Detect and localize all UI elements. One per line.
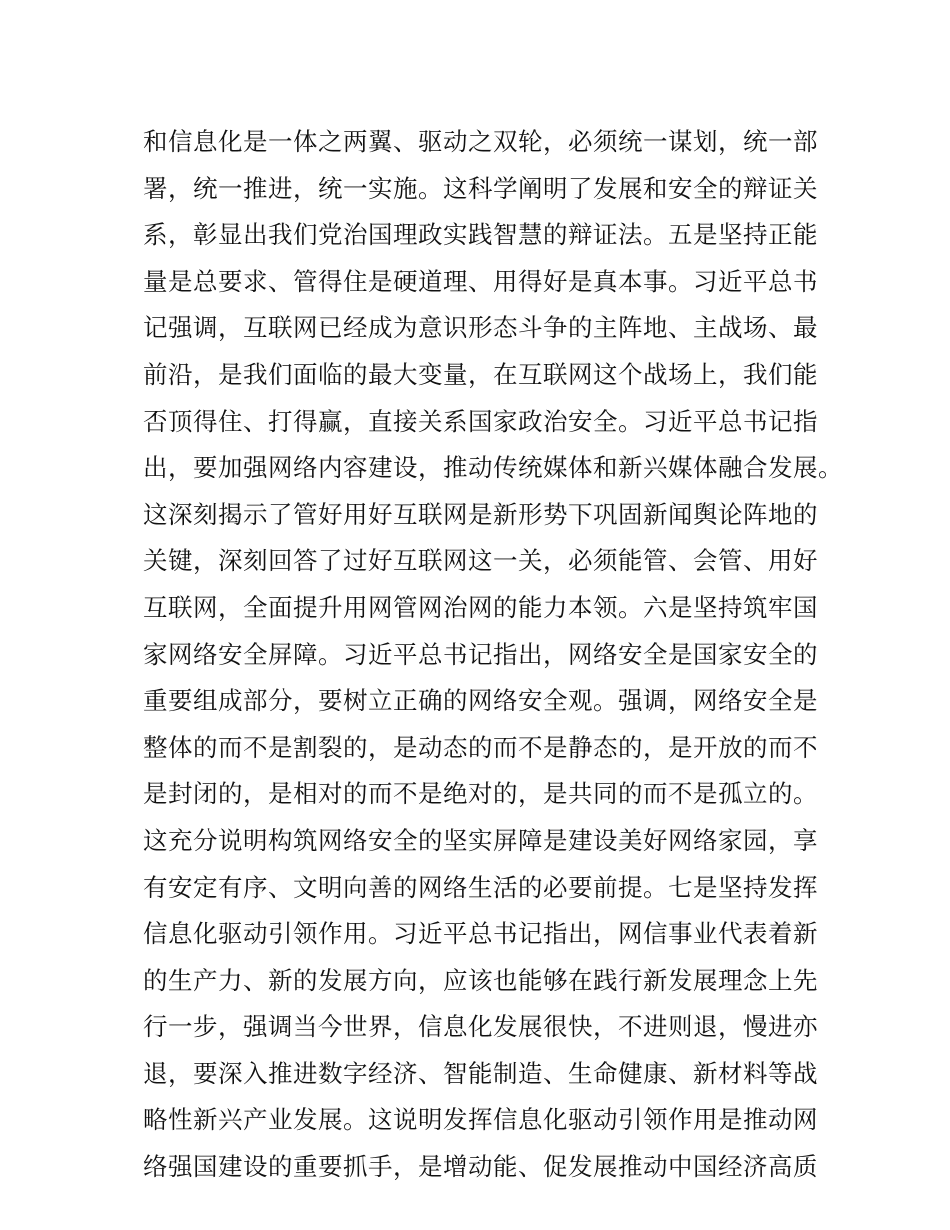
text-line: 是封闭的，是相对的而不是绝对的，是共同的而不是孤立的。 <box>143 779 818 809</box>
text-line: 重要组成部分，要树立正确的网络安全观。强调，网络安全是 <box>143 686 818 716</box>
text-line: 络强国建设的重要抓手，是增动能、促发展推动中国经济高质 <box>143 1152 818 1182</box>
text-line: 有安定有序、文明向善的网络生活的必要前提。七是坚持发挥 <box>143 872 818 902</box>
text-line: 出，要加强网络内容建设，推动传统媒体和新兴媒体融合发展。 <box>143 453 843 483</box>
text-line: 否顶得住、打得赢，直接关系国家政治安全。习近平总书记指 <box>143 406 818 436</box>
text-line: 记强调，互联网已经成为意识形态斗争的主阵地、主战场、最 <box>143 313 818 343</box>
text-line: 行一步，强调当今世界，信息化发展很快，不进则退，慢进亦 <box>143 1012 818 1042</box>
text-line: 退，要深入推进数字经济、智能制造、生命健康、新材料等战 <box>143 1058 818 1088</box>
text-line: 的生产力、新的发展方向，应该也能够在践行新发展理念上先 <box>143 965 818 995</box>
text-line: 和信息化是一体之两翼、驱动之双轮，必须统一谋划，统一部 <box>143 127 818 156</box>
text-line: 信息化驱动引领作用。习近平总书记指出，网信事业代表着新 <box>143 919 818 949</box>
text-line: 整体的而不是割裂的，是动态的而不是静态的，是开放的而不 <box>143 732 818 762</box>
text-line: 略性新兴产业发展。这说明发挥信息化驱动引领作用是推动网 <box>143 1105 818 1135</box>
text-line: 系，彰显出我们党治国理政实践智慧的辩证法。五是坚持正能 <box>143 220 818 250</box>
text-line: 前沿，是我们面临的最大变量，在互联网这个战场上，我们能 <box>143 359 818 389</box>
text-line: 关键，深刻回答了过好互联网这一关，必须能管、会管、用好 <box>143 546 818 576</box>
text-line: 这深刻揭示了管好用好互联网是新形势下巩固新闻舆论阵地的 <box>143 499 818 529</box>
text-line: 这充分说明构筑网络安全的坚实屏障是建设美好网络家园，享 <box>143 825 818 855</box>
body-text <box>143 119 843 1191</box>
text-line: 量是总要求、管得住是硬道理、用得好是真本事。习近平总书 <box>143 266 818 296</box>
text-line: 署，统一推进，统一实施。这科学阐明了发展和安全的辩证关 <box>143 173 818 203</box>
text-line: 互联网，全面提升用网管网治网的能力本领。六是坚持筑牢国 <box>143 592 818 622</box>
text-line: 家网络安全屏障。习近平总书记指出，网络安全是国家安全的 <box>143 639 818 669</box>
